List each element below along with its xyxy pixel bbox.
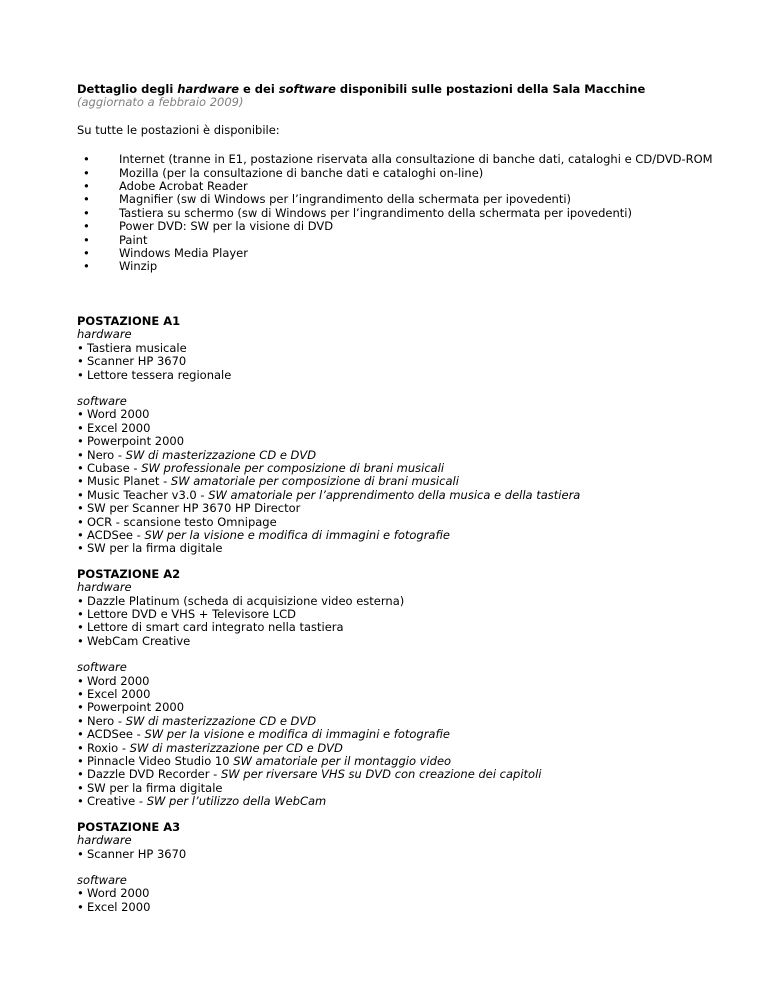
list-item: • Mozilla (per la consultazione di banche dati e cataloghi on-line) xyxy=(119,167,717,180)
hardware-list xyxy=(77,595,717,649)
list-item: • Roxio - SW di masterizzazione per CD e DVD xyxy=(87,742,717,755)
software-list xyxy=(77,887,717,914)
list-item: • Adobe Acrobat Reader xyxy=(119,180,717,193)
list-item: • WebCam Creative xyxy=(87,635,717,648)
list-item: • Music Planet - SW amatoriale per composizione di brani musicali xyxy=(87,475,717,488)
list-item: • OCR - scansione testo Omnipage xyxy=(87,516,717,529)
section-title: POSTAZIONE A2 xyxy=(77,566,181,581)
common-software-list xyxy=(77,153,717,274)
list-item: • SW per la firma digitale xyxy=(87,542,717,555)
title-part: Dettaglio degli xyxy=(77,82,178,96)
list-item: • Excel 2000 xyxy=(87,688,717,701)
list-item: • Windows Media Player xyxy=(119,247,717,260)
list-item: • Winzip xyxy=(119,260,717,273)
list-item: • Nero - SW di masterizzazione CD e DVD xyxy=(87,449,717,462)
hardware-list xyxy=(77,342,717,382)
list-item: • Lettore DVD e VHS + Televisore LCD xyxy=(87,608,717,621)
list-item: • Nero - SW di masterizzazione CD e DVD xyxy=(87,715,717,728)
title-part: disponibili sulle postazioni della Sala Macchine xyxy=(335,82,646,96)
section-a1 xyxy=(77,315,717,556)
document-page xyxy=(77,83,717,914)
list-item: • Dazzle Platinum (scheda di acquisizione video esterna) xyxy=(87,595,717,608)
document-title xyxy=(77,83,717,96)
hardware-label: hardware xyxy=(77,833,132,848)
list-item: • Word 2000 xyxy=(87,675,717,688)
list-item: • Dazzle DVD Recorder - SW per riversare VHS su DVD con creazione dei capitoli xyxy=(87,768,717,781)
list-item: • ACDSee - SW per la visione e modifica di immagini e fotografie xyxy=(87,728,717,741)
software-label: software xyxy=(77,872,127,887)
section-title: POSTAZIONE A3 xyxy=(77,819,181,834)
list-item: • Tastiera su schermo (sw di Windows per l’ingrandimento della schermata per ipovedenti) xyxy=(119,207,717,220)
software-label: software xyxy=(77,393,127,408)
list-item: • Lettore di smart card integrato nella tastiera xyxy=(87,621,717,634)
title-part: e dei xyxy=(239,82,279,96)
list-item: • Lettore tessera regionale xyxy=(87,369,717,382)
list-item: • Excel 2000 xyxy=(87,901,717,914)
section-title: POSTAZIONE A1 xyxy=(77,313,181,328)
hardware-label: hardware xyxy=(77,327,132,342)
list-item: • Power DVD: SW per la visione di DVD xyxy=(119,220,717,233)
list-item: • Excel 2000 xyxy=(87,422,717,435)
list-item: • Powerpoint 2000 xyxy=(87,435,717,448)
title-software-word: software xyxy=(278,82,336,96)
list-item: • Word 2000 xyxy=(87,887,717,900)
title-hardware-word: hardware xyxy=(177,82,239,96)
software-list xyxy=(77,675,717,809)
list-item: • SW per Scanner HP 3670 HP Director xyxy=(87,502,717,515)
software-list xyxy=(77,408,717,555)
list-item: • SW per la firma digitale xyxy=(87,782,717,795)
list-item: • Cubase - SW professionale per composizione di brani musicali xyxy=(87,462,717,475)
section-a3 xyxy=(77,821,717,914)
list-item: • Powerpoint 2000 xyxy=(87,701,717,714)
list-item: • ACDSee - SW per la visione e modifica di immagini e fotografie xyxy=(87,529,717,542)
hardware-label: hardware xyxy=(77,580,132,595)
list-item: • Paint xyxy=(119,234,717,247)
list-item: • Tastiera musicale xyxy=(87,342,717,355)
intro-text: Su tutte le postazioni è disponibile: xyxy=(77,122,280,137)
list-item: • Internet (tranne in E1, postazione riservata alla consultazione di banche dati, cataloghi e CD/DVD-ROM xyxy=(119,153,717,166)
list-item: • Magnifier (sw di Windows per l’ingrandimento della schermata per ipovedenti) xyxy=(119,193,717,206)
hardware-list xyxy=(77,848,717,861)
list-item: • Scanner HP 3670 xyxy=(87,355,717,368)
list-item: • Creative - SW per l’utilizzo della WebCam xyxy=(87,795,717,808)
list-item: • Word 2000 xyxy=(87,408,717,421)
update-date: (aggiornato a febbraio 2009) xyxy=(77,95,244,110)
software-label: software xyxy=(77,660,127,675)
list-item: • Pinnacle Video Studio 10 SW amatoriale per il montaggio video xyxy=(87,755,717,768)
list-item: • Music Teacher v3.0 - SW amatoriale per l’apprendimento della musica e della tastiera xyxy=(87,489,717,502)
list-item: • Scanner HP 3670 xyxy=(87,848,717,861)
section-a2 xyxy=(77,568,717,809)
